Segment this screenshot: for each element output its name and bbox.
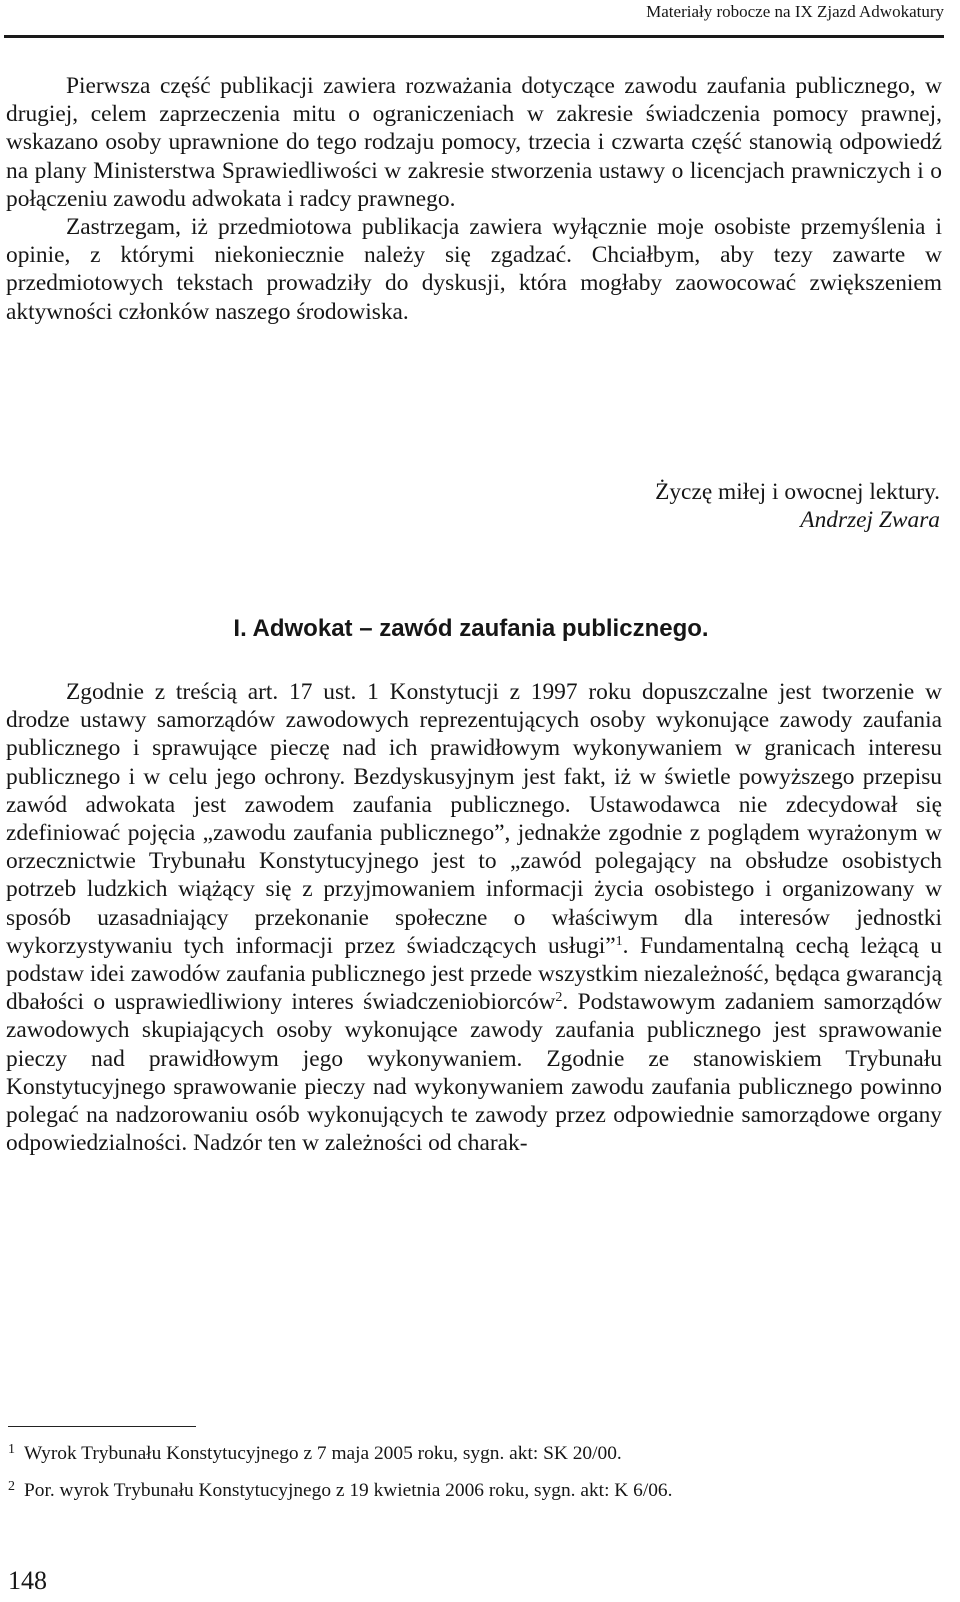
intro-paragraph-1: Pierwsza część publikacji zawiera rozważania dotyczące zawodu zaufania publicznego, w drugiej, celem zaprzeczenia mitu o ograniczeniach w zakresie świadczenia pomocy prawnej, wskazano osoby uprawnione do tego rodzaju pomocy, trzecia i czwarta część stanowią odpowiedź na plany Ministerstwa Sprawiedliwości w zakresie stworzenia ustawy o licencjach prawniczych i o połączeniu zawodu adwokata i radcy prawnego. xyxy=(6,73,942,212)
footnotes xyxy=(8,1433,938,1507)
footnote-ref-2[interactable]: 2 xyxy=(555,990,563,1006)
header-rule xyxy=(4,35,944,38)
author-signature: Andrzej Zwara xyxy=(800,507,940,534)
running-header xyxy=(0,0,944,40)
footnote-text: Wyrok Trybunału Konstytucyjnego z 7 maja 2005 roku, sygn. akt: SK 20/00. xyxy=(24,1443,622,1464)
running-title: Materiały robocze na IX Zjazd Adwokatury xyxy=(646,2,944,21)
section-text-part-2: . Fundamentalną cechą leżącą u podstaw idei zawodów zaufania publicznego jest przede wszystkim niezależność, będąca gwarancją dbałości o usprawiedliwiony interes świadczeniobiorców xyxy=(6,932,942,1016)
footnote-number: 2 xyxy=(8,1479,15,1494)
footnote-2 xyxy=(8,1470,938,1507)
closing-line: Życzę miłej i owocnej lektury. xyxy=(655,479,940,505)
section-text-part-3: . Podstawowym zadaniem samorządów zawodowych skupiających osoby wykonujące zawody zaufania publicznego jest sprawowanie pieczy nad prawidłowym jego wykonywaniem. Zgodnie ze stanowiskiem Trybunału Konstytucyjnego sprawowanie pieczy nad wykonywaniem zawodu zaufania publicznego powinno polegać na nadzorowaniu osób wykonujących te zawody przez odpowiednie samorządowe organy odpowiedzialności. Nadzór ten w zależności od charak- xyxy=(6,989,942,1157)
greeting-block xyxy=(6,478,940,534)
section-heading: I. Adwokat – zawód zaufania publicznego. xyxy=(233,615,709,642)
footnote-text: Por. wyrok Trybunału Konstytucyjnego z 19 kwietnia 2006 roku, sygn. akt: K 6/06. xyxy=(24,1480,673,1501)
footnote-1 xyxy=(8,1433,938,1470)
page-number: 148 xyxy=(8,1566,47,1595)
section-text-part-1: Zgodnie z treścią art. 17 ust. 1 Konstytucji z 1997 roku dopuszczalne jest tworzenie w drodze ustawy samorządów zawodowych reprezentujących osoby wykonujące zawody zaufania publicznego i sprawujące pieczę nad ich prawidłowym wykonywaniem w granicach interesu publicznego i w celu jego ochrony. Bezdyskusyjnym jest fakt, iż w świetle powyższego przepisu zawód adwokata jest zawodem zaufania publicznego. Ustawodawca nie zdecydował się zdefiniować pojęcia „zawodu zaufania publicznego”, jednakże zgodnie z poglądem wyrażonym w orzecznictwie Trybunału Konstytucyjnego jest to „zawód polegający na obsłudze osobistych potrzeb ludzkich wiążący się z przyjmowaniem informacji życia osobistego i organizowany w sposób uzasadniający przekonanie społeczne o właściwym dla interesów jednostki wykorzystywaniu tych informacji przez świadczących usługi” xyxy=(6,679,942,959)
intro-paragraph-2: Zastrzegam, iż przedmiotowa publikacja zawiera wyłącznie moje osobiste przemyślenia i opinie, z którymi niekoniecznie należy się zgadzać. Chciałbym, aby tezy zawarte w przedmiotowych tekstach prowadziły do dyskusji, która mogłaby zaowocować zwiększeniem aktywności członków naszego środowiska. xyxy=(6,214,942,325)
footnote-separator xyxy=(8,1426,196,1427)
intro-text xyxy=(6,72,942,326)
section-text xyxy=(6,678,942,1157)
section-paragraph xyxy=(6,678,942,1157)
footnote-number: 1 xyxy=(8,1442,15,1457)
footnote-ref-1[interactable]: 1 xyxy=(615,933,623,949)
